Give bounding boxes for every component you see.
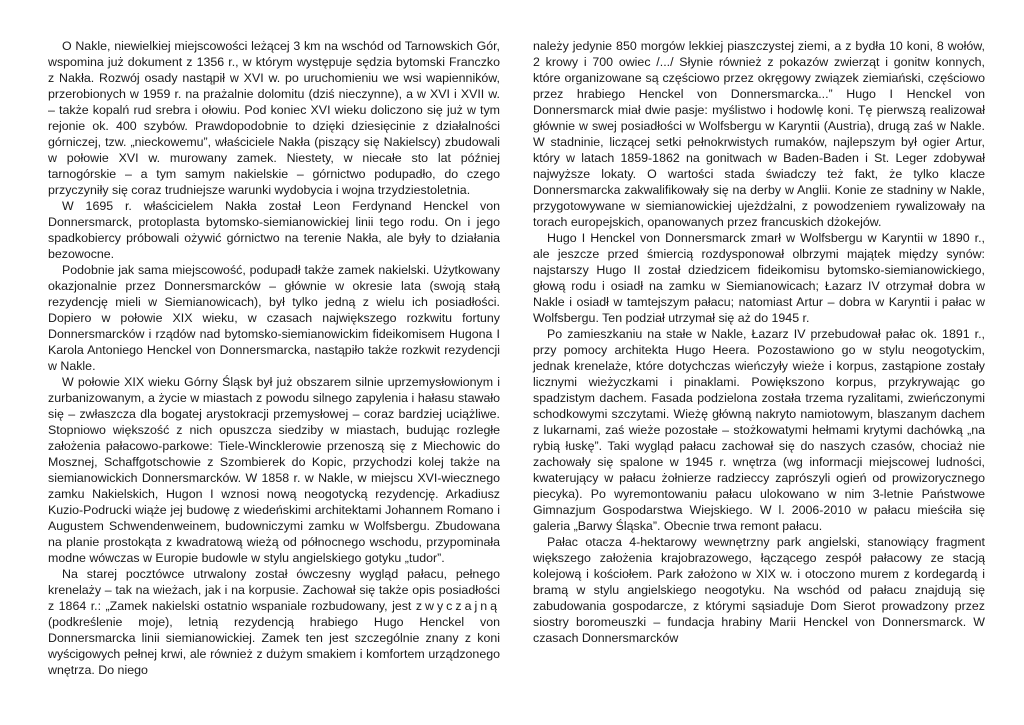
paragraph-palace-rebuild: Po zamieszkaniu na stałe w Nakle, Łazarz IV przebudował pałac ok. 1891 r., przy pomocy architekta Hugo Heera. Pozostawiono go w stylu neogotyckim, jednak krenelaże, które dotychczas wieńczyły wieże i korpus, zastąpione zostały licznymi wieżyczkami i pinaklami. Powiększono korpus, przykrywając go spadzistym dachem. Fasada podzielona została trzema ryzalitami, zwieńczonymi schodkowymi szczytami. Wieżę główną nakryto namiotowym, blaszanym dachem z lukarnami, zaś wieże pozostałe – stożkowatymi hełmami krytymi dachówką „na rybią łuskę”. Taki wygląd pałacu zachował się do naszych czasów, chociaż nie zachowały się spalone w 1945 r. wnętrza (wg informacji miejscowej ludności, kwaterujący w pałacu żołnierze radzieccy zaprószyli ogień od prowizorycznego piecyka). Po wyremontowaniu pałacu ulokowano w nim 3-letnie Państwowe Gimnazjum Gospodarstwa Wiejskiego. W l. 2006-2010 w pałacu mieściła się galeria „Barwy Śląska”. Obecnie trwa remont pałacu. (533, 327, 985, 533)
paragraph-new-residence: W połowie XIX wieku Górny Śląsk był już obszarem silnie uprzemysłowionym i zurbanizowanym, a życie w miastach z powodu silnego zapylenia i hałasu stawało się – zwłaszcza dla bogatej arystokracji przemysłowej – coraz bardziej uciążliwe. Stopniowo większość z nich opuszcza siedziby w miastach, budując rozległe założenia pałacowo-parkowe: Tiele-Wincklerowie przenoszą się z Miechowic do Mosznej, Schaffgotschowie z Szombierek do Kopic, przychodzi kolej także na siemianowickich Donnersmarcków. W 1858 r. w Nakle, w miejscu XVI-wiecznego zamku Nakielskich, Hugon I wznosi nową neogotycką rezydencję. Arkadiusz Kuzio-Podrucki wiąże jej budowę z wiedeńskimi architektami Johannem Romano i Augustem Schwendenweinem, budowniczymi zamku w Wolfsbergu. Zbudowana na planie prostokąta z kwadratową wieżą od północnego wschodu, przypominała modne wówczas w Europie budowle w stylu angielskiego gotyku „tudor”. (48, 375, 500, 565)
left-text-column (48, 38, 500, 678)
paragraph-postcard-description (48, 566, 500, 678)
right-text-column (533, 38, 985, 646)
paragraph-donnersmarck-1695: W 1695 r. właścicielem Nakła został Leon Ferdynand Henckel von Donnersmarck, protoplasta bytomsko-siemianowickiej linii tego rodu. On i jego spadkobiercy próbowali ożywić górnictwo na terenie Nakła, ale były to działania bezowocne. (48, 199, 500, 261)
paragraph-inheritance: Hugo I Henckel von Donnersmarck zmarł w Wolfsbergu w Karyntii w 1890 r., ale jeszcze przed śmiercią rozdysponował olbrzymi majątek między synów: najstarszy Hugo II został dziedzicem fideikomisu bytomsko-siemianowickiego, głową rodu i osiadł na zamku w Siemianowicach; Łazarz IV otrzymał dobra w Nakle i osiadł w tamtejszym pałacu; natomiast Artur – dobra w Karyntii i pałac w Wolfsbergu. Ten podział utrzymał się aż do 1945 r. (533, 231, 985, 325)
text-segment: Na starej pocztówce utrwalony został ówczesny wygląd pałacu, pełnego krenelaży – tak na wieżach, jak i na korpusie. Zachował się także opis posiadłości z 1864 r.: „Zamek nakielski ostatnio wspaniale rozbudowany, jest (48, 567, 500, 613)
paragraph-park: Pałac otacza 4-hektarowy wewnętrzny park angielski, stanowiący fragment większego założenia krajobrazowego, łączącego zespół pałacowy ze stacją kolejową i kościołem. Park założono w XIX w. i otoczono murem z kordegardą i bramą w stylu angielskiego neogotyku. Na wschód od pałacu znajdują się zabudowania gospodarcze, z którymi sąsiaduje Dom Sierot prowadzony przez siostry boromeuszki – fundacja hrabiny Marii Henckel von Donnersmarck. W czasach Donnersmarcków (533, 535, 985, 645)
paragraph-nakle-history: O Nakle, niewielkiej miejscowości leżącej 3 km na wschód od Tarnowskich Gór, wspomina już dokument z 1356 r., w którym występuje sędzia bytomski Franczko z Nakła. Rozwój osady nastąpił w XVI w. po uruchomieniu we wsi wapienników, przerobionych w 1959 r. na prażalnie dolomitu (dziś nieczynne), a w XVI i XVII w. – także kopalń rud srebra i ołowiu. Pod koniec XVI wieku doliczono się już w tym rejonie ok. 400 szybów. Prawdopodobnie to dzięki dziesięcinie z działalności górniczej, tzw. „nieckowemu”, właściciele Nakła (piszący się Nakielscy) zbudowali w połowie XVI w. murowany zamek. Niestety, w niecałe sto lat później tarnogórskie – a tym samym nakielskie – górnictwo podupadło, do czego przyczyniły się coraz trudniejsze warunki wydobycia i wojna trzydziestoletnia. (48, 39, 500, 197)
emphasized-word: zwyczajną (415, 599, 500, 613)
text-segment: (podkreślenie moje), letnią rezydencją hrabiego Hugo Henckel von Donnersmarcka linii siemianowickiej. Zamek ten jest szczególnie znany z koni wyścigowych pełnej krwi, ale również z dużym smakiem i komfortem urządzonego wnętrza. Do niego (48, 615, 500, 677)
paragraph-castle-decline: Podobnie jak sama miejscowość, podupadł także zamek nakielski. Użytkowany okazjonalnie przez Donnersmarcków – głównie w okresie lata (swoją stałą rezydencję mieli w Siemianowicach), był tylko jedną z wielu ich posiadłości. Dopiero w połowie XIX wieku, w czasach największego rozkwitu fortuny Donnersmarcków i rządów nad bytomsko-siemianowickim fideikomisem Hugona I Karola Antoniego Henckel von Donnersmarcka, nastąpiło także rozkwit rezydencji w Nakle. (48, 263, 500, 373)
paragraph-horse-breeding: należy jedynie 850 morgów lekkiej piaszczystej ziemi, a z bydła 10 koni, 8 wołów, 2 krowy i 700 owiec /.../ Słynie również z pokazów zwierząt i gonitw konnych, które organizowane są częściowo przez okręgowy związek ziemiański, częściowo przez hrabiego Henckel von Donnersmarcka...” Hugo I Henckel von Donnersmarck miał dwie pasje: myślistwo i hodowlę koni. Tę pierwszą realizował głównie w swej posiadłości w Wolfsbergu w Karyntii (Austria), drugą zaś w Nakle. W stadninie, liczącej setki pełnokrwistych rumaków, najlepszym był ogier Artur, który w latach 1859-1862 na gonitwach w Baden-Baden i St. Leger zdobywał najwyższe lokaty. O wartości stada świadczy też fakt, że tylko klacze Donnersmarcka zakwalifikowały się na derby w Anglii. Konie ze stadniny w Nakle, przygotowywane w siemianowickiej ujeżdżalni, z powodzeniem rywalizowały na torach europejskich, opanowanych przez francuskich dżokejów. (533, 39, 985, 229)
